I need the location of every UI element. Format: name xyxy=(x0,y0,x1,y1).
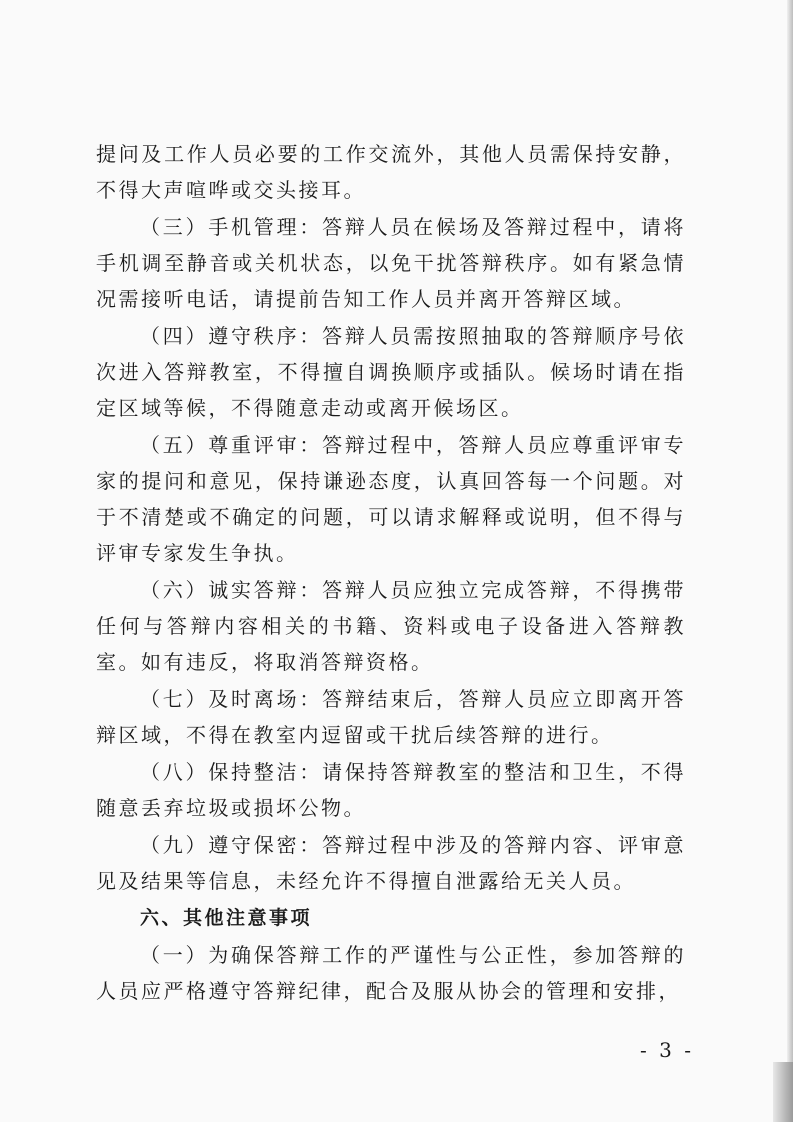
document-body xyxy=(96,136,686,1010)
scan-edge-right xyxy=(787,0,793,1122)
paragraph-confidentiality: （九）遵守保密：答辩过程中涉及的答辩内容、评审意见及结果等信息，未经允许不得擅自泄露给无关人员。 xyxy=(96,833,686,893)
paragraph-honest-defense: （六）诚实答辩：答辩人员应独立完成答辩，不得携带任何与答辩内容相关的书籍、资料或电子设备进入答辩教室。如有违反，将取消答辩资格。 xyxy=(96,578,686,674)
paragraph-cleanliness: （八）保持整洁：请保持答辩教室的整洁和卫生，不得随意丢弃垃圾或损坏公物。 xyxy=(96,760,686,820)
scan-edge-corner xyxy=(773,1062,793,1122)
page-number: - 3 - xyxy=(640,1038,694,1062)
paragraph-timely-leave: （七）及时离场：答辩结束后，答辩人员应立即离开答辩区域，不得在教室内逗留或干扰后续答辩的进行。 xyxy=(96,687,686,747)
paragraph-other-notes: （一）为确保答辩工作的严谨性与公正性，参加答辩的人员应严格遵守答辩纪律，配合及服从协会的管理和安排， xyxy=(96,943,686,1003)
section-heading: 六、其他注意事项 xyxy=(140,907,313,929)
paragraph-respect-reviewers: （五）尊重评审：答辩过程中，答辩人员应尊重评审专家的提问和意见，保持谦逊态度，认真回答每一个问题。对于不清楚或不确定的问题，可以请求解释或说明，但不得与评审专家发生争执。 xyxy=(96,433,686,565)
paragraph-phone-management: （三）手机管理：答辩人员在候场及答辩过程中，请将手机调至静音或关机状态，以免干扰答辩秩序。如有紧急情况需接听电话，请提前告知工作人员并离开答辩区域。 xyxy=(96,215,686,311)
paragraph-continuation: 提问及工作人员必要的工作交流外，其他人员需保持安静，不得大声喧哗或交头接耳。 xyxy=(96,142,686,202)
paragraph-order-rules: （四）遵守秩序：答辩人员需按照抽取的答辩顺序号依次进入答辩教室，不得擅自调换顺序或插队。候场时请在指定区域等候，不得随意走动或离开候场区。 xyxy=(96,324,686,420)
